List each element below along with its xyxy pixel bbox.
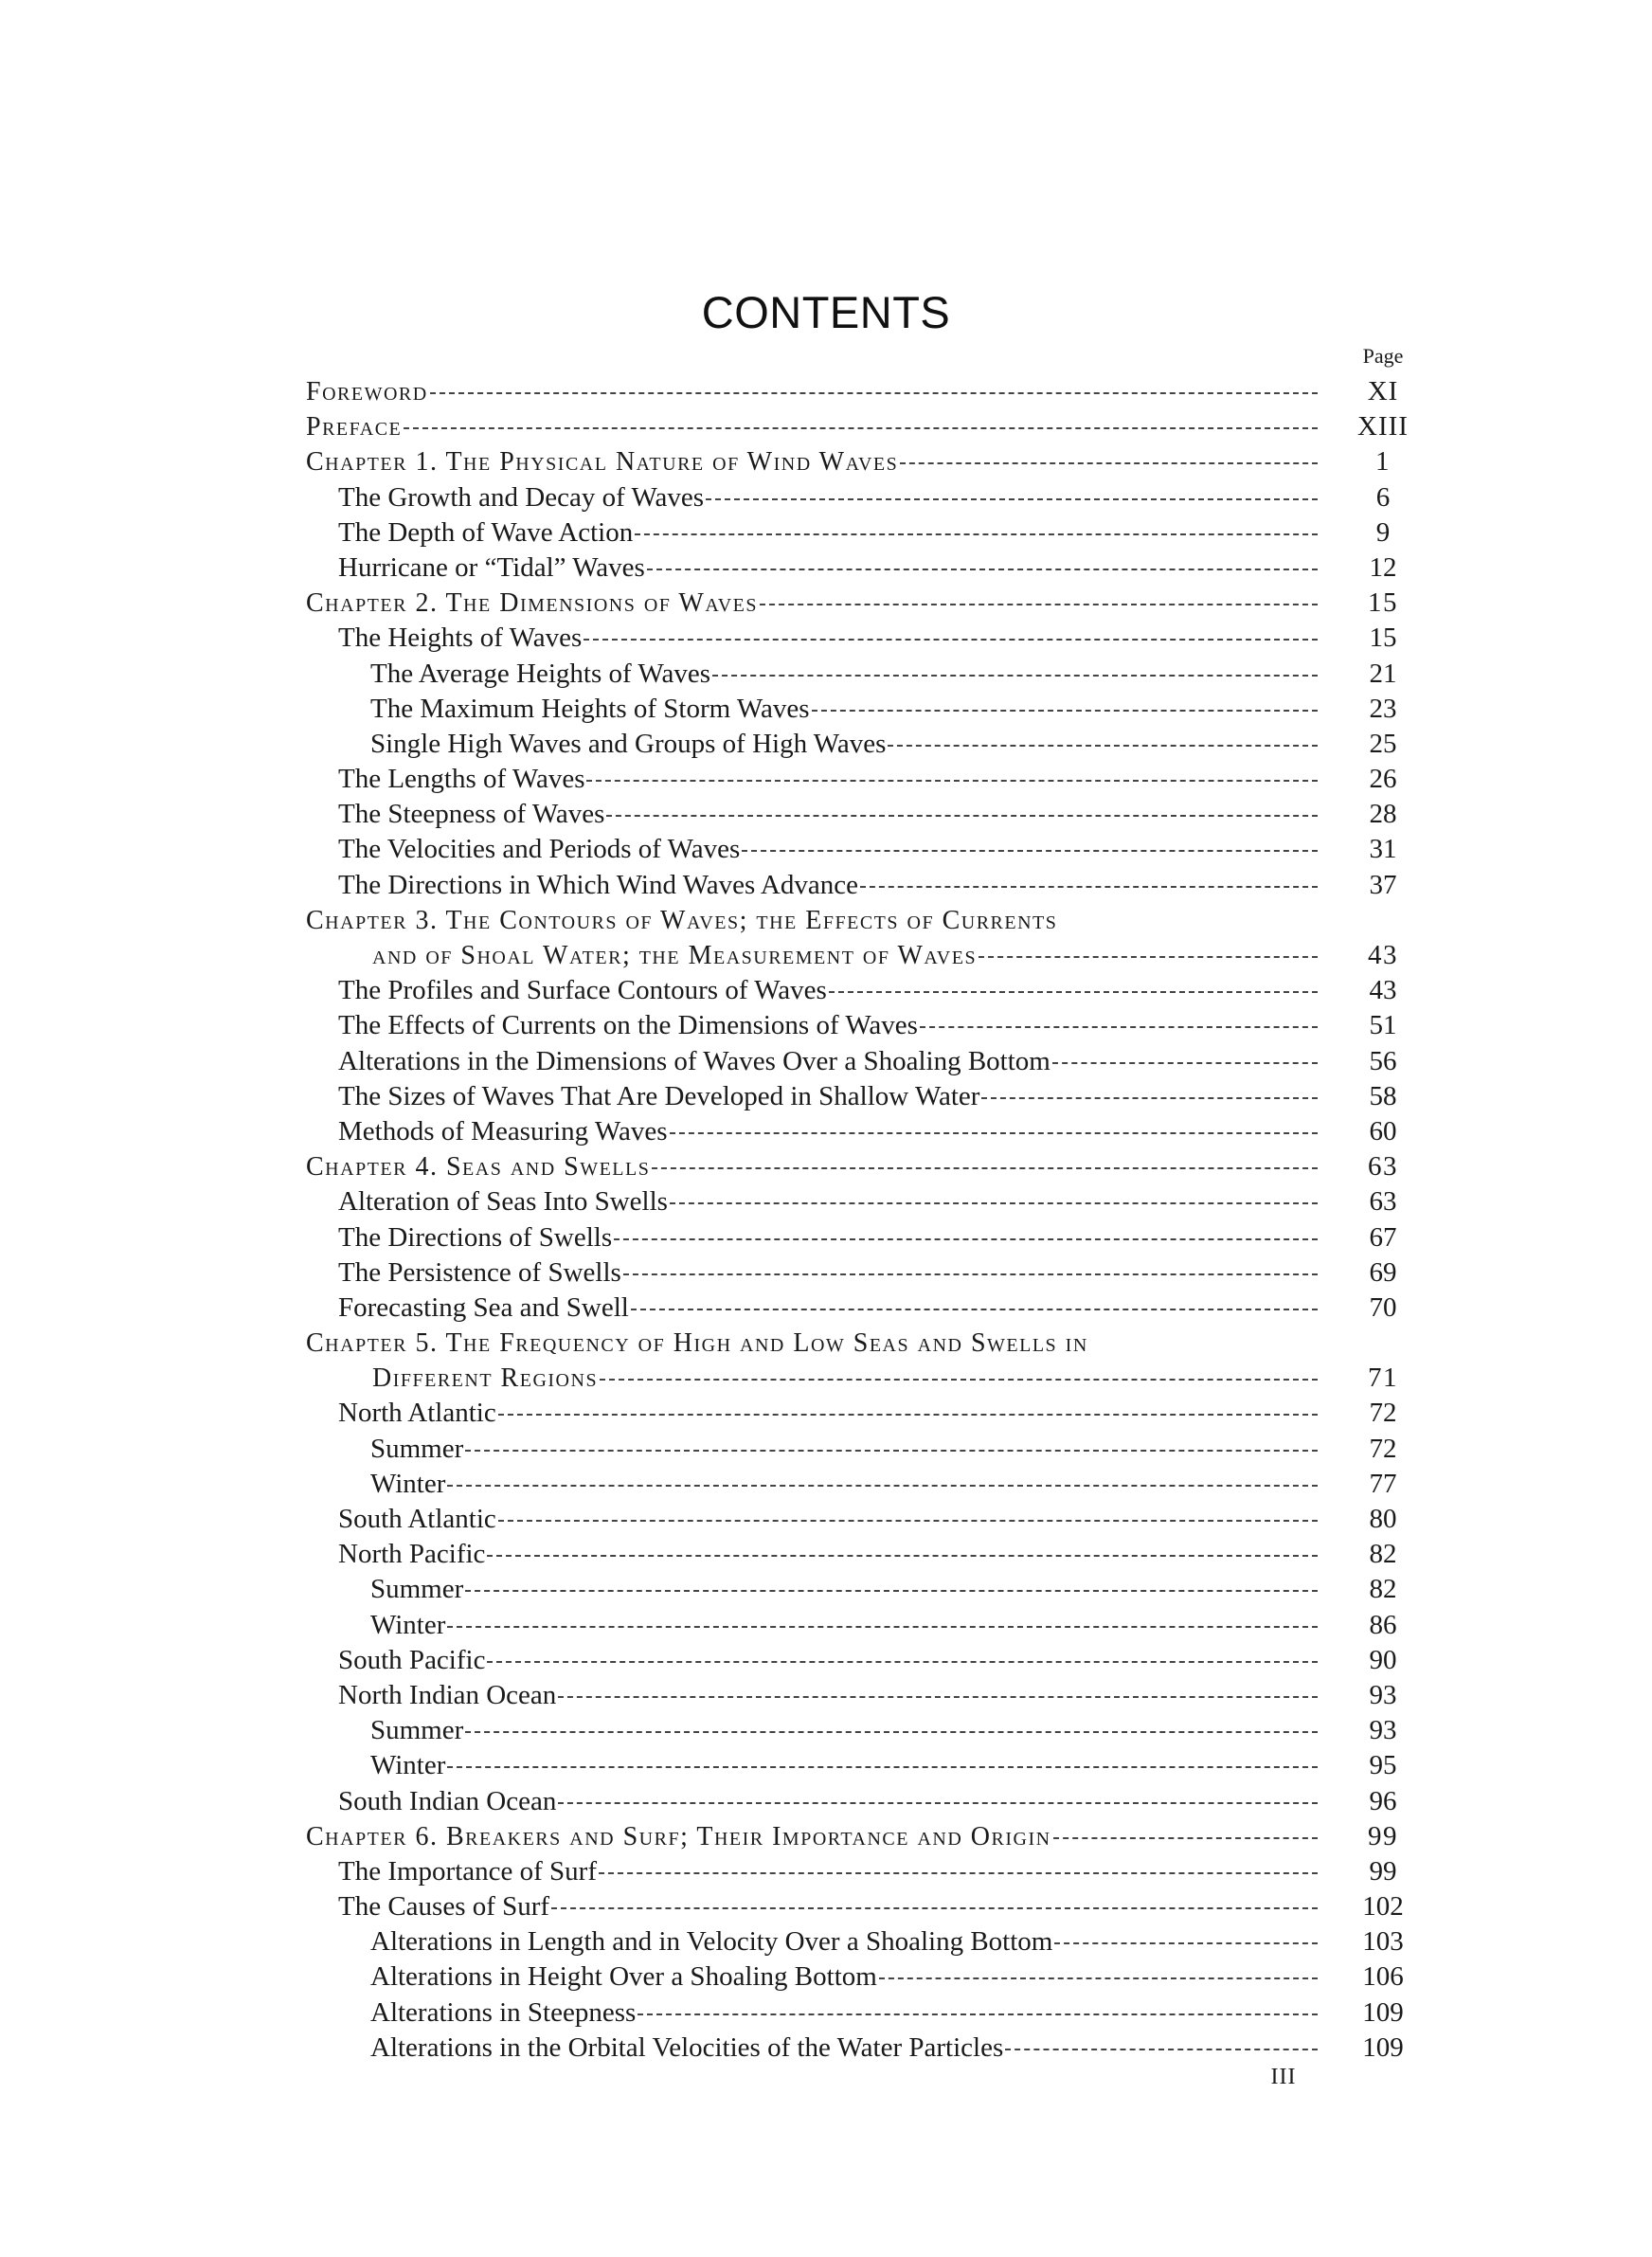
toc-entry-title: The Directions of Swells — [338, 1221, 613, 1253]
toc-entry-page: 86 — [1369, 1609, 1397, 1640]
toc-entry-title: The Directions in Which Wind Waves Advance — [338, 869, 858, 900]
dot-leader — [760, 604, 1318, 605]
toc-entry — [306, 727, 1414, 762]
dot-leader — [614, 1238, 1318, 1240]
toc-entry-title: Alterations in Length and in Velocity Over a Shoaling Bottom — [370, 1926, 1053, 1958]
dot-leader — [558, 1696, 1318, 1698]
toc-entry-page: 71 — [1368, 1363, 1398, 1394]
toc-entry-page: 103 — [1362, 1926, 1404, 1958]
dot-leader — [606, 815, 1318, 817]
dot-leader — [920, 1026, 1318, 1028]
toc-entry — [306, 1114, 1414, 1149]
toc-entry-page: 95 — [1369, 1750, 1397, 1781]
toc-entry-title: The Growth and Decay of Waves — [338, 481, 705, 513]
toc-entry-title: The Profiles and Surface Contours of Waves — [338, 975, 827, 1006]
toc-entry-page: 21 — [1369, 658, 1397, 689]
toc-entry — [306, 1220, 1414, 1255]
toc-entry — [306, 1995, 1414, 2031]
dot-leader — [1054, 1942, 1318, 1944]
toc-entry-title: The Importance of Surf — [338, 1855, 597, 1887]
toc-entry — [306, 1432, 1414, 1467]
toc-entry — [306, 657, 1414, 692]
toc-entry-page: 37 — [1369, 869, 1397, 900]
toc-entry-page: 43 — [1369, 975, 1397, 1006]
toc-entry — [306, 1572, 1414, 1607]
toc-entry — [306, 1291, 1414, 1326]
toc-entry-title: The Persistence of Swells — [338, 1256, 621, 1288]
toc-entry-title: The Maximum Heights of Storm Waves — [370, 693, 810, 724]
toc-entry-page: 51 — [1369, 1010, 1397, 1041]
dot-leader — [447, 1485, 1318, 1487]
toc-entry — [306, 797, 1414, 832]
dot-leader — [465, 1590, 1318, 1592]
toc-entry — [306, 1044, 1414, 1079]
toc-entry-title: Alteration of Seas Into Swells — [338, 1186, 668, 1218]
toc-entry-title: Methods of Measuring Waves — [338, 1115, 668, 1147]
toc-entry-page: 25 — [1369, 728, 1397, 759]
dot-leader — [829, 991, 1318, 993]
dot-leader — [670, 1202, 1318, 1204]
dot-leader — [742, 850, 1318, 852]
toc-entry-title: Preface — [306, 412, 403, 442]
toc-entry-title: Chapter 4. Seas and Swells — [306, 1152, 651, 1183]
toc-entry-page: 80 — [1369, 1504, 1397, 1534]
dot-leader — [1052, 1062, 1318, 1064]
toc-entry-page: 56 — [1369, 1045, 1397, 1076]
toc-entry-page: 99 — [1369, 1855, 1397, 1887]
toc-entry — [306, 1959, 1414, 1995]
toc-entry — [306, 1713, 1414, 1748]
toc-entry — [306, 1643, 1414, 1678]
dot-leader — [712, 675, 1318, 677]
toc-entry — [306, 973, 1414, 1008]
dot-leader — [706, 498, 1318, 500]
dot-leader — [647, 569, 1318, 570]
toc-entry-title: The Steepness of Waves — [338, 799, 605, 830]
dot-leader — [487, 1555, 1318, 1557]
toc-entry — [306, 1184, 1414, 1219]
toc-entry — [306, 1678, 1414, 1713]
toc-entry-title: Chapter 3. The Contours of Waves; the Effects of Currents — [306, 905, 1058, 935]
toc-entry-title: Alterations in Steepness — [370, 1996, 637, 2028]
toc-entry-page: 102 — [1362, 1891, 1404, 1923]
toc-entry — [306, 1149, 1414, 1184]
dot-leader — [465, 1450, 1318, 1452]
toc-entry-page: 6 — [1375, 481, 1391, 513]
toc-entry-title: The Velocities and Periods of Waves — [338, 834, 741, 865]
toc-entry-page: 63 — [1369, 1186, 1397, 1218]
toc-entry — [306, 1396, 1414, 1431]
toc-entry-title: The Heights of Waves — [338, 623, 583, 654]
toc-entry-page: 96 — [1369, 1785, 1397, 1816]
dot-leader — [447, 1626, 1318, 1628]
toc-entry-page: 72 — [1369, 1433, 1397, 1464]
toc-entry-page: 12 — [1369, 551, 1397, 583]
toc-entry-page: XI — [1367, 376, 1399, 406]
dot-leader — [879, 1977, 1318, 1979]
toc-entry-page: 9 — [1375, 516, 1391, 548]
toc-entry-page: 63 — [1368, 1151, 1398, 1183]
dot-leader — [635, 533, 1318, 535]
toc-entry — [306, 374, 1414, 409]
toc-entry-page: XIII — [1357, 411, 1409, 442]
toc-entry-title: The Average Heights of Waves — [370, 658, 710, 689]
toc-entry-page: 67 — [1369, 1221, 1397, 1253]
toc-entry-page: 82 — [1369, 1574, 1397, 1605]
dot-leader — [860, 886, 1318, 888]
toc-entry-page: 15 — [1368, 587, 1398, 619]
toc-entry-page: 26 — [1369, 764, 1397, 795]
dot-leader — [812, 710, 1319, 712]
toc-entry — [306, 868, 1414, 903]
dot-leader — [981, 1097, 1318, 1099]
toc-entry-title: Winter — [370, 1609, 446, 1640]
dot-leader — [404, 427, 1318, 429]
toc-entry-title: The Causes of Surf — [338, 1891, 550, 1923]
toc-entry — [306, 1889, 1414, 1924]
dot-leader — [979, 956, 1318, 958]
toc-entry — [306, 480, 1414, 515]
toc-entry-page: 15 — [1369, 623, 1397, 654]
toc-entry-title: North Indian Ocean — [338, 1679, 557, 1710]
toc-entry-title: The Effects of Currents on the Dimensions of Waves — [338, 1010, 918, 1041]
toc-entry — [306, 1361, 1414, 1396]
toc-entry-title: Different Regions — [372, 1363, 599, 1394]
toc-entry-page: 109 — [1362, 2031, 1404, 2063]
toc-entry-title: Chapter 6. Breakers and Surf; Their Importance and Origin — [306, 1821, 1051, 1851]
dot-leader — [631, 1309, 1318, 1310]
dot-leader — [637, 2013, 1318, 2015]
toc-entry-page: 82 — [1369, 1539, 1397, 1570]
toc-entry — [306, 938, 1414, 973]
toc-entry — [306, 1255, 1414, 1291]
toc-entry-title: Winter — [370, 1750, 446, 1781]
toc-entry-title: Foreword — [306, 377, 428, 406]
page-title: CONTENTS — [701, 287, 951, 337]
toc-entry-title: Chapter 1. The Physical Nature of Wind Waves — [306, 447, 899, 478]
toc-entry-page: 31 — [1369, 834, 1397, 865]
toc-entry-title: Alterations in Height Over a Shoaling Bottom — [370, 1961, 877, 1993]
toc-entry-title: Summer — [370, 1574, 464, 1605]
toc-entry-page: 43 — [1368, 940, 1398, 970]
toc-entry — [306, 1008, 1414, 1043]
toc-entry — [306, 409, 1414, 444]
dot-leader — [498, 1414, 1318, 1416]
dot-leader — [652, 1167, 1318, 1169]
toc-entry — [306, 515, 1414, 551]
toc-entry-title: South Pacific — [338, 1644, 486, 1675]
toc-entry — [306, 1502, 1414, 1537]
dot-leader — [498, 1520, 1318, 1522]
page-folio: III — [1270, 2065, 1297, 2089]
table-of-contents — [306, 374, 1414, 2066]
toc-entry-page: 1 — [1375, 446, 1391, 478]
toc-entry-title: Summer — [370, 1715, 464, 1746]
page-column-header: Page — [1362, 344, 1404, 368]
dot-leader — [487, 1661, 1318, 1663]
toc-entry-title: South Atlantic — [338, 1504, 496, 1534]
toc-entry — [306, 903, 1414, 938]
dot-leader — [558, 1802, 1318, 1804]
toc-entry — [306, 1537, 1414, 1572]
toc-entry-page: 77 — [1369, 1468, 1397, 1499]
toc-entry-title: Hurricane or “Tidal” Waves — [338, 551, 645, 583]
dot-leader — [888, 745, 1318, 747]
toc-entry — [306, 692, 1414, 727]
toc-entry-title: South Indian Ocean — [338, 1785, 557, 1816]
toc-entry-title: Winter — [370, 1468, 446, 1499]
toc-entry-page: 109 — [1362, 1996, 1404, 2028]
dot-leader — [586, 780, 1318, 782]
toc-entry-title: The Depth of Wave Action — [338, 516, 634, 548]
toc-entry-page: 23 — [1369, 693, 1397, 724]
toc-entry — [306, 1608, 1414, 1643]
toc-entry — [306, 1079, 1414, 1114]
toc-entry-title: Chapter 2. The Dimensions of Waves — [306, 588, 758, 619]
dot-leader — [465, 1731, 1318, 1733]
dot-leader — [1053, 1837, 1318, 1839]
toc-entry-title: The Lengths of Waves — [338, 764, 585, 795]
dot-leader — [599, 1872, 1318, 1874]
toc-entry — [306, 2031, 1414, 2066]
toc-entry-page: 72 — [1369, 1398, 1397, 1429]
dot-leader — [584, 639, 1318, 641]
toc-entry — [306, 762, 1414, 797]
toc-entry — [306, 444, 1414, 479]
toc-entry — [306, 1854, 1414, 1889]
toc-entry — [306, 1748, 1414, 1783]
toc-entry-page: 28 — [1369, 799, 1397, 830]
toc-entry-title: Chapter 5. The Frequency of High and Low Seas and Swells in — [306, 1328, 1088, 1359]
toc-entry-title: Summer — [370, 1433, 464, 1464]
dot-leader — [623, 1273, 1318, 1275]
toc-entry-title: Alterations in the Dimensions of Waves Over a Shoaling Bottom — [338, 1045, 1050, 1076]
toc-entry-page: 70 — [1369, 1291, 1397, 1323]
toc-entry-page: 58 — [1369, 1080, 1397, 1111]
toc-entry-page: 93 — [1369, 1715, 1397, 1746]
toc-entry-page: 90 — [1369, 1644, 1397, 1675]
dot-leader — [670, 1132, 1319, 1134]
toc-entry — [306, 621, 1414, 656]
toc-entry-page: 106 — [1362, 1961, 1404, 1993]
toc-entry-page: 93 — [1369, 1679, 1397, 1710]
toc-entry — [306, 1819, 1414, 1854]
dot-leader — [900, 462, 1318, 464]
toc-entry-title: and of Shoal Water; the Measurement of Waves — [372, 941, 978, 970]
dot-leader — [430, 392, 1318, 394]
toc-entry-page: 60 — [1369, 1115, 1397, 1147]
toc-entry-title: North Atlantic — [338, 1398, 496, 1429]
toc-entry — [306, 832, 1414, 867]
toc-entry — [306, 1326, 1414, 1361]
dot-leader — [447, 1766, 1318, 1768]
dot-leader — [600, 1379, 1318, 1381]
toc-entry-page: 99 — [1368, 1820, 1398, 1851]
toc-entry-title: Alterations in the Orbital Velocities of the Water Particles — [370, 2031, 1004, 2063]
toc-entry — [306, 551, 1414, 586]
toc-entry-title: Single High Waves and Groups of High Waves — [370, 728, 887, 759]
dot-leader — [1005, 2049, 1318, 2050]
toc-entry — [306, 1467, 1414, 1502]
toc-entry — [306, 1784, 1414, 1819]
toc-entry — [306, 1924, 1414, 1959]
toc-entry-title: Forecasting Sea and Swell — [338, 1291, 629, 1323]
toc-entry-title: North Pacific — [338, 1539, 486, 1570]
toc-entry-title: The Sizes of Waves That Are Developed in Shallow Water — [338, 1080, 980, 1111]
dot-leader — [551, 1907, 1318, 1909]
toc-entry-page: 69 — [1369, 1256, 1397, 1288]
toc-entry — [306, 586, 1414, 621]
